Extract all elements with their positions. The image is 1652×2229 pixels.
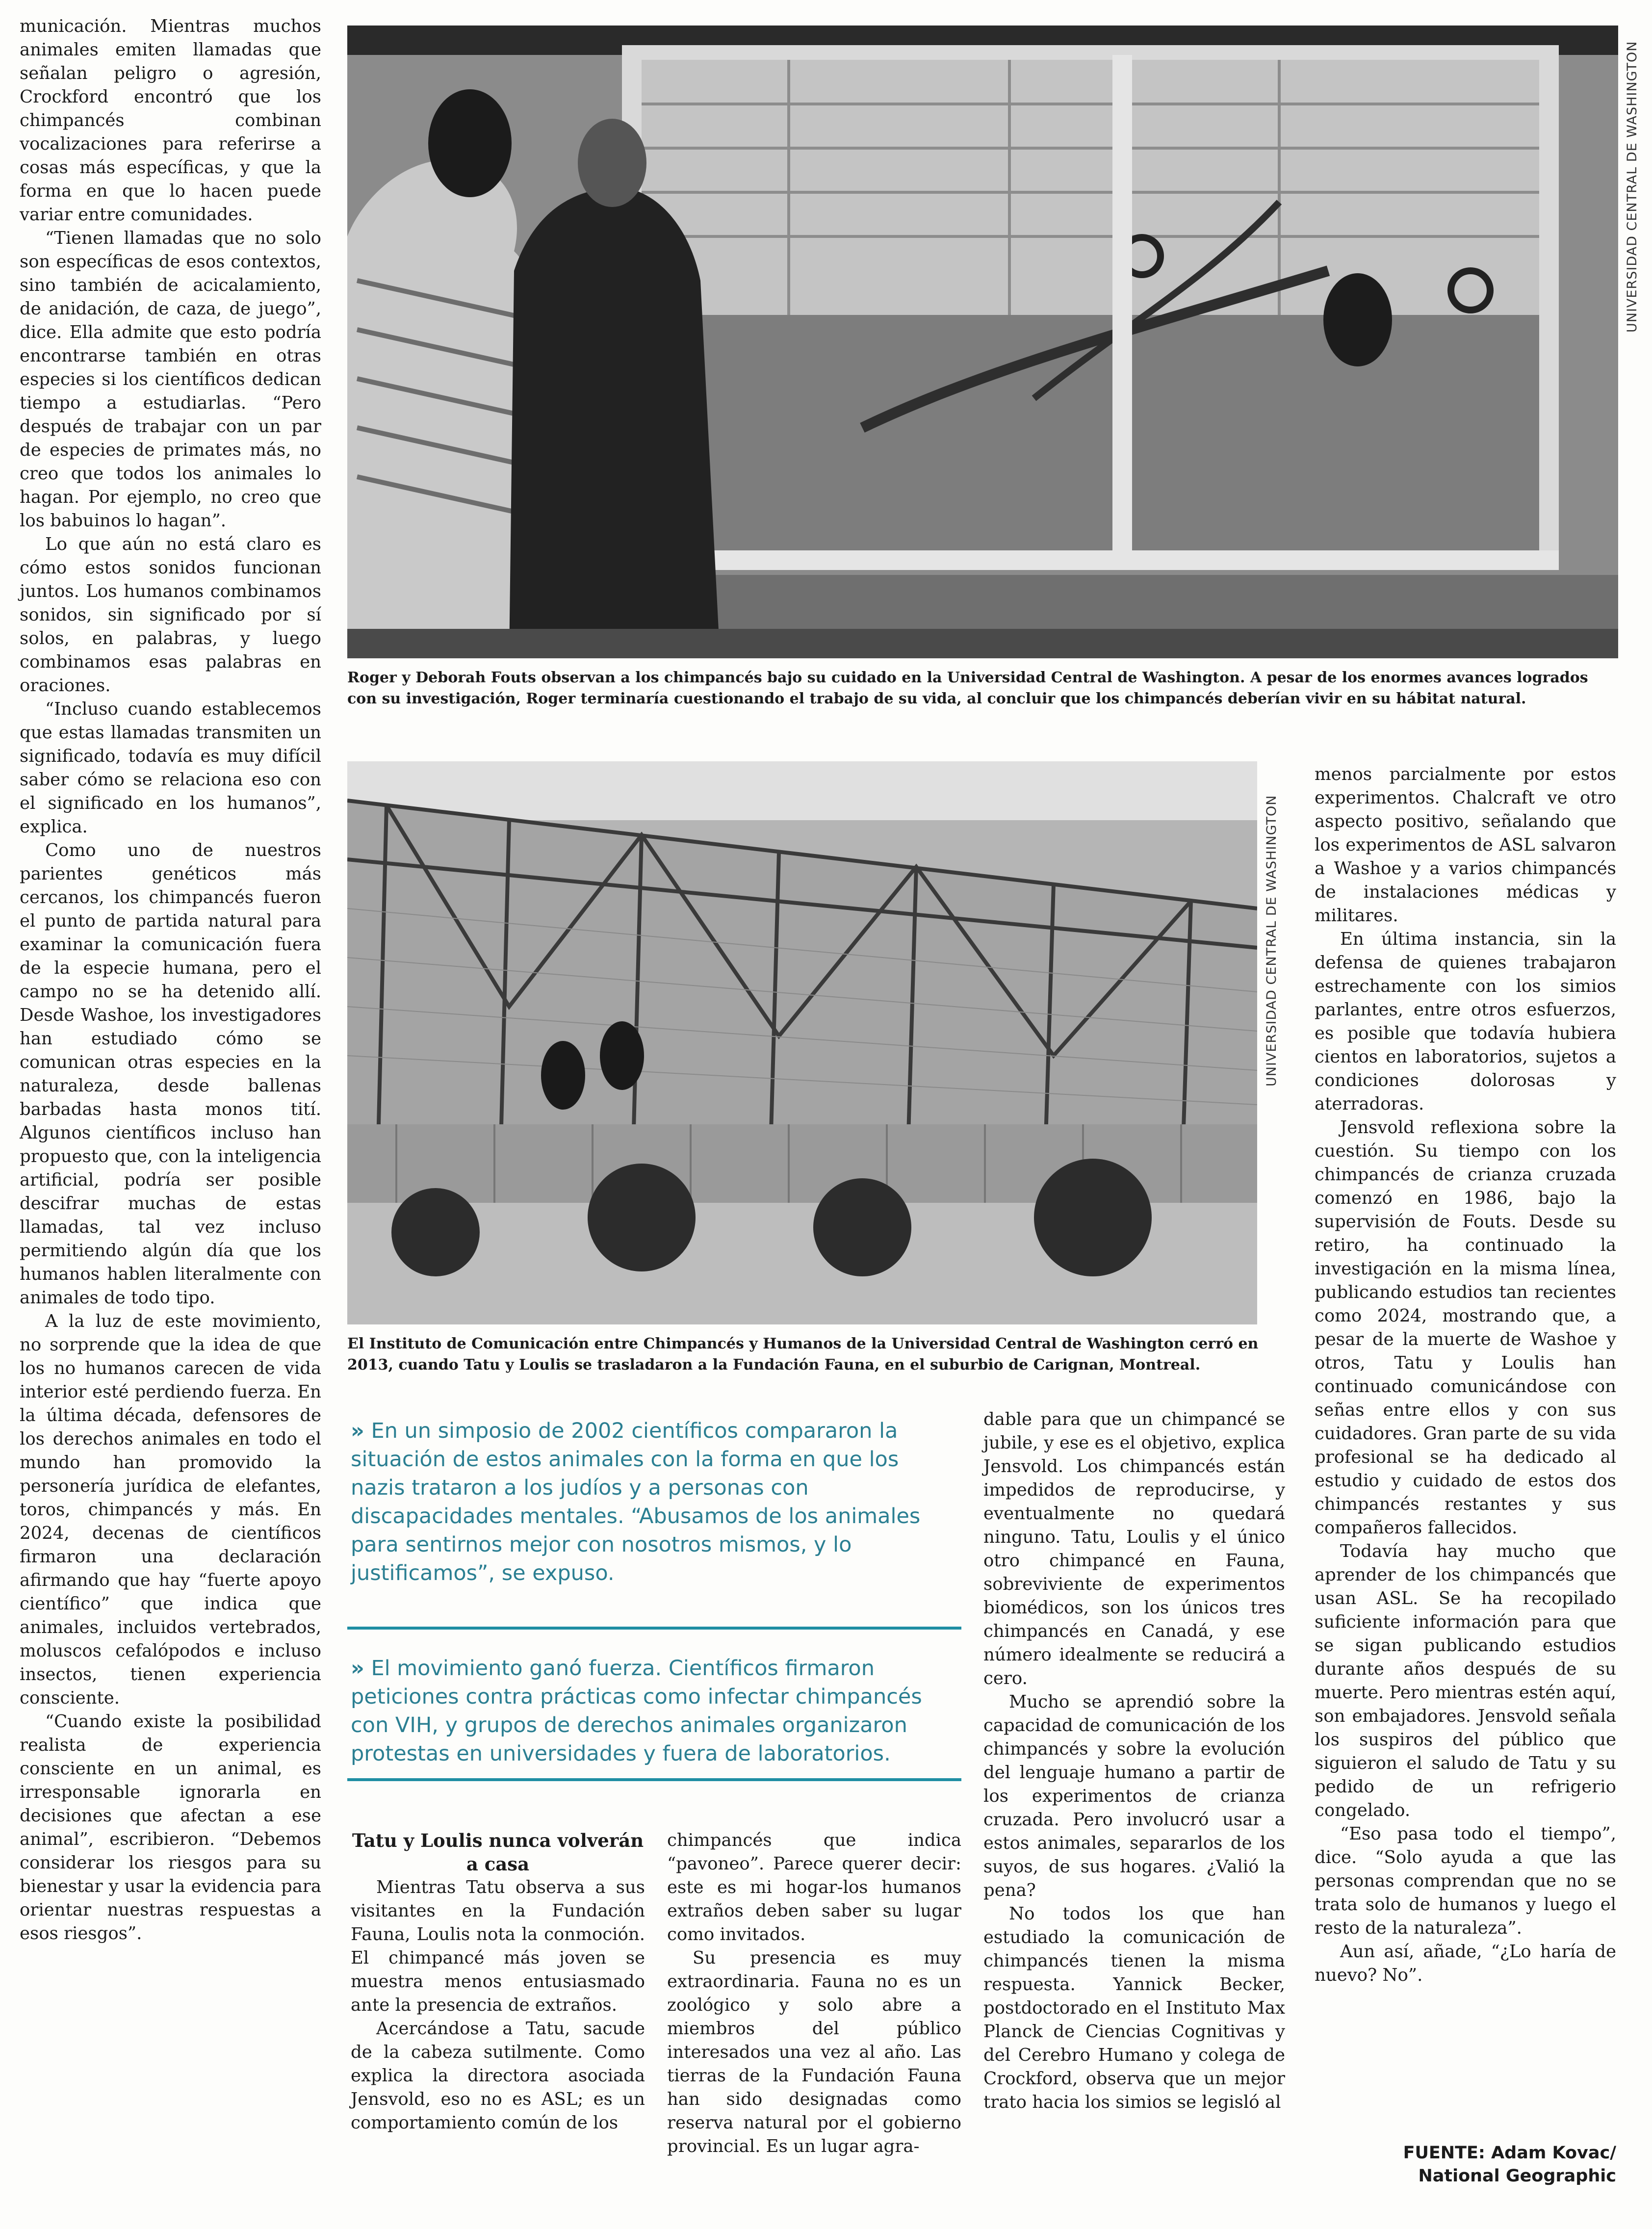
paragraph: Mucho se aprendió sobre la capacidad de comunicación de los chimpancés y sobre la evolución del lenguaje humano a partir de los experimentos de crianza cruzada. Pero involucró usar a estos animales, separarlos de los suyos, de sus hogares. ¿Valió la pena? [983, 1692, 1285, 1900]
paragraph: Acercándose a Tatu, sacude de la cabeza sutilmente. Como explica la directora asociada Jensvold, eso no es ASL; es un comportamiento común de los [351, 2019, 645, 2133]
pullquote-1 [351, 1417, 954, 1587]
paragraph: chimpancés que indica “pavoneo”. Parece querer decir: este es mi hogar-los humanos extraños deben saber su lugar como invitados. [667, 1830, 961, 1944]
double-chevron-icon: » [351, 1419, 364, 1443]
pullquote-2 [351, 1654, 954, 1768]
article-column-3 [667, 1829, 961, 2158]
source-line-2: National Geographic [1418, 2166, 1616, 2186]
paragraph: “Tienen llamadas que no solo son específicas de esos contextos, sino también de acicalamiento, de anidación, de caza, de juego”, dice. Ella admite que esto podría encontrarse también en otras especies si los científicos dedican tiempo a estudiarlas. “Pero después de trabajar con un par de especies de primates más, no creo que todos los animales lo hagan. Por ejemplo, no creo que los babuinos lo hagan”. [20, 228, 321, 531]
photo-caption-middle: El Instituto de Comunicación entre Chimpancés y Humanos de la Universidad Central de Washington cerró en 2013, cuando Tatu y Loulis se trasladaron a la Fundación Fauna, en el suburbio de Carignan, Montreal. [347, 1335, 1259, 1374]
pullquote-divider [347, 1627, 961, 1630]
paragraph: “Eso pasa todo el tiempo”, dice. “Solo ayuda a que las personas comprendan que no se trata solo de humanos y luego el resto de la naturaleza”. [1315, 1824, 1616, 1938]
paragraph: Mientras Tatu observa a sus visitantes en la Fundación Fauna, Loulis nota la conmoción. El chimpancé más joven se muestra menos entusiasmado ante la presencia de extraños. [351, 1877, 645, 2015]
paragraph: Todavía hay mucho que aprender de los chimpancés que usan ASL. Se ha recopilado suficiente información para que se sigan publicando estudios durante años después de su muerte. Pero mientras estén aquí, son embajadores. Jensvold señala los suspiros del público que siguieron el saludo de Tatu y su pedido de un refrigerio congelado. [1315, 1541, 1616, 1820]
paragraph: “Incluso cuando establecemos que estas llamadas transmiten un significado, todavía es muy difícil saber cómo se relaciona eso con el significado en los humanos”, explica. [20, 699, 321, 837]
source-credit [1315, 2142, 1616, 2188]
paragraph: “Cuando existe la posibilidad realista de experiencia consciente en un animal, es irresponsable ignorarla en decisiones que afectan a ese animal”, escribieron. “Debemos considerar los riesgos para su bienestar y usar la evidencia para orientar nuestras respuestas a esos riesgos”. [20, 1711, 321, 1944]
paragraph: dable para que un chimpancé se jubile, y ese es el objetivo, explica Jensvold. Los chimpancés están impedidos de reproducirse, y eventualmente no quedará ninguno. Tatu, Loulis y el único otro chimpancé en Fauna, sobreviviente de experimentos biomédicos, son los únicos tres chimpancés en Canadá, y ese número idealmente se reducirá a cero. [983, 1409, 1285, 1688]
paragraph: Como uno de nuestros parientes genéticos más cercanos, los chimpancés fueron el punto de partida natural para examinar la comunicación fuera de la especie humana, pero el campo no se ha detenido allí. Desde Washoe, los investigadores han estudiado cómo se comunican otras especies en la naturaleza, desde ballenas barbadas hasta monos tití. Algunos científicos incluso han propuesto que, con la inteligencia artificial, podría ser posible descifrar muchas de estas llamadas, tal vez incluso permitiendo algún día que los humanos hablen literalmente con animales de todo tipo. [20, 840, 321, 1308]
photo-fouts-observing-chimpanzees [347, 26, 1618, 658]
photo-caption-top: Roger y Deborah Fouts observan a los chimpancés bajo su cuidado en la Universidad Central de Washington. A pesar de los enormes avances logrados con su investigación, Roger terminaría cuestionando el trabajo de su vida, al concluir que los chimpancés deberían vivir en su hábitat natural. [347, 669, 1588, 707]
photo-credit-top: UNIVERSIDAD CENTRAL DE WASHINGTON [1625, 41, 1640, 333]
source-line-1: FUENTE: Adam Kovac/ [1403, 2143, 1616, 2163]
pullquote-divider-bottom [347, 1778, 961, 1781]
photo-credit-middle: UNIVERSIDAD CENTRAL DE WASHINGTON [1264, 795, 1279, 1087]
paragraph: No todos los que han estudiado la comunicación de chimpancés tienen la misma respuesta. Yannick Becker, postdoctorado en el Instituto Max Planck de Ciencias Cognitivas y del Cerebro Humano y colega de Crockford, observa que un mejor trato hacia los simios se legisló al [983, 1904, 1285, 2112]
pullquote-1-text: En un simposio de 2002 científicos compararon la situación de estos animales con la forma en que los nazis trataron a los judíos y a personas con discapacidades mentales. “Abusamos de los animales para sentirnos mejor con nosotros mismos, y lo justificamos”, se expuso. [351, 1419, 921, 1585]
paragraph: A la luz de este movimiento, no sorprende que la idea de que los no humanos carecen de vida interior esté perdiendo fuerza. En la última década, defensores de los derechos animales en todo el mundo han promovido la personería jurídica de elefantes, toros, chimpancés y más. En 2024, decenas de científicos firmaron una declaración afirmando que hay “fuerte apoyo científico” que indica que animales, incluidos vertebrados, moluscos cefalópodos e incluso insectos, tienen experiencia consciente. [20, 1311, 321, 1708]
paragraph: Lo que aún no está claro es cómo estos sonidos funcionan juntos. Los humanos combinamos sonidos, sin significado por sí solos, en palabras, y luego combinamos esas palabras en oraciones. [20, 534, 321, 696]
paragraph: menos parcialmente por estos experimentos. Chalcraft ve otro aspecto positivo, señalando que los experimentos de ASL salvaron a Washoe y a varios chimpancés de instalaciones médicas y militares. [1315, 764, 1616, 926]
pullquote-2-text: El movimiento ganó fuerza. Científicos firmaron peticiones contra prácticas como infectar chimpancés con VIH, y grupos de derechos animales organizaron protestas en universidades y fuera de laboratorios. [351, 1656, 922, 1766]
paragraph: En última instancia, sin la defensa de quienes trabajaron estrechamente con los simios parlantes, entre otros esfuerzos, es posible que todavía hubiera cientos en laboratorios, sujetos a condiciones dolorosas y aterradoras. [1315, 929, 1616, 1114]
paragraph: Jensvold reflexiona sobre la cuestión. Su tiempo con los chimpancés de crianza cruzada comenzó en 1986, bajo la supervisión de Fouts. Desde su retiro, ha continuado la investigación en la misma línea, publicando estudios tan recientes como 2024, mostrando que, a pesar de la muerte de Washoe y otros, Tatu y Loulis han continuado comunicándose con señas entre ellos y con sus cuidadores. Gran parte de su vida profesional se ha dedicado al estudio y cuidado de estos dos chimpancés restantes y sus compañeros fallecidos. [1315, 1117, 1616, 1538]
double-chevron-icon: » [351, 1656, 364, 1681]
subhead-tatu-loulis: Tatu y Loulis nunca volverán a casa [352, 1830, 644, 1875]
article-column-1 [20, 15, 321, 1945]
paragraph: Aun así, añade, “¿Lo haría de nuevo? No”. [1315, 1942, 1616, 1985]
paragraph: municación. Mientras muchos animales emiten llamadas que señalan peligro o agresión, Crockford encontró que los chimpancés combinan vocalizaciones para referirse a cosas más específicas, y que la forma en que lo hacen puede variar entre comunidades. [20, 16, 321, 225]
article-column-4 [983, 1408, 1285, 2114]
photo-chimpanzee-enclosure [347, 761, 1257, 1324]
article-column-5 [1315, 763, 1616, 1987]
paragraph: Su presencia es muy extraordinaria. Fauna no es un zoológico y solo abre a miembros del público interesados una vez al año. Las tierras de la Fundación Fauna han sido designadas como reserva natural por el gobierno provincial. Es un lugar agra- [667, 1948, 961, 2156]
article-column-2 [351, 1829, 645, 2135]
